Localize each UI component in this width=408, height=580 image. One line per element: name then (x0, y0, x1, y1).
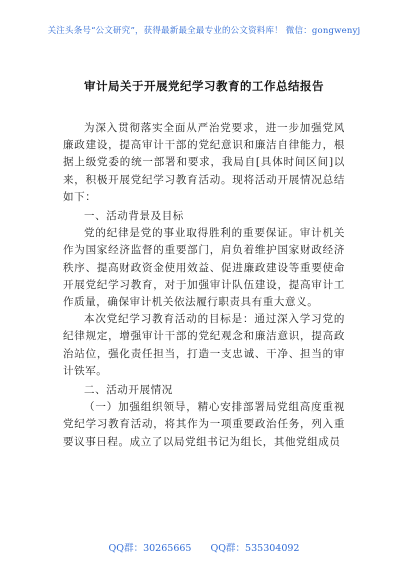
footer-qq-group-1: QQ群：30265665 (108, 543, 192, 554)
activities-paragraph: （一）加强组织领导，精心安排部署局党组高度重视党纪学习教育活动，将其作为一项重要政治任务，列入重要议事日程。成立了以局党组书记为组长，其他党组成员 (63, 401, 345, 448)
intro-paragraph: 为深入贯彻落实全面从严治党要求，进一步加强党风廉政建设，提高审计干部的党纪意识和廉洁自律能力，根据上级党委的统一部署和要求，我局自[具体时间区间]以来，积极开展党纪学习教育活动。现将活动开展情况总结如下： (63, 122, 345, 203)
document-title: 审计局关于开展党纪学习教育的工作总结报告 (84, 79, 324, 93)
footer-qq-groups (0, 540, 408, 554)
section-heading-background: 一、活动背景及目标 (84, 210, 184, 223)
goal-paragraph: 本次党纪学习教育活动的目标是：通过深入学习党的纪律规定，增强审计干部的党纪观念和廉洁意识，提高政治站位，强化责任担当，打造一支忠诚、干净、担当的审计铁军。 (63, 313, 345, 377)
document-body (63, 120, 345, 451)
section-heading-activities: 二、活动开展情况 (84, 384, 173, 397)
footer-qq-group-2: QQ群：535304092 (210, 543, 300, 554)
header-promo-note: 关注头条号“公文研究”，获得最新最全最专业的公文资料库！ 微信：gongwenyj (47, 26, 361, 36)
background-paragraph: 党的纪律是党的事业取得胜利的重要保证。审计机关作为国家经济监督的重要部门，肩负着维护国家财政经济秩序、提高财政资金使用效益、促进廉政建设等重要使命开展党纪学习教育，对于加强审计队伍建设，提高审计工作质量，确保审计机关依法履行职责具有重大意义。 (63, 227, 345, 309)
